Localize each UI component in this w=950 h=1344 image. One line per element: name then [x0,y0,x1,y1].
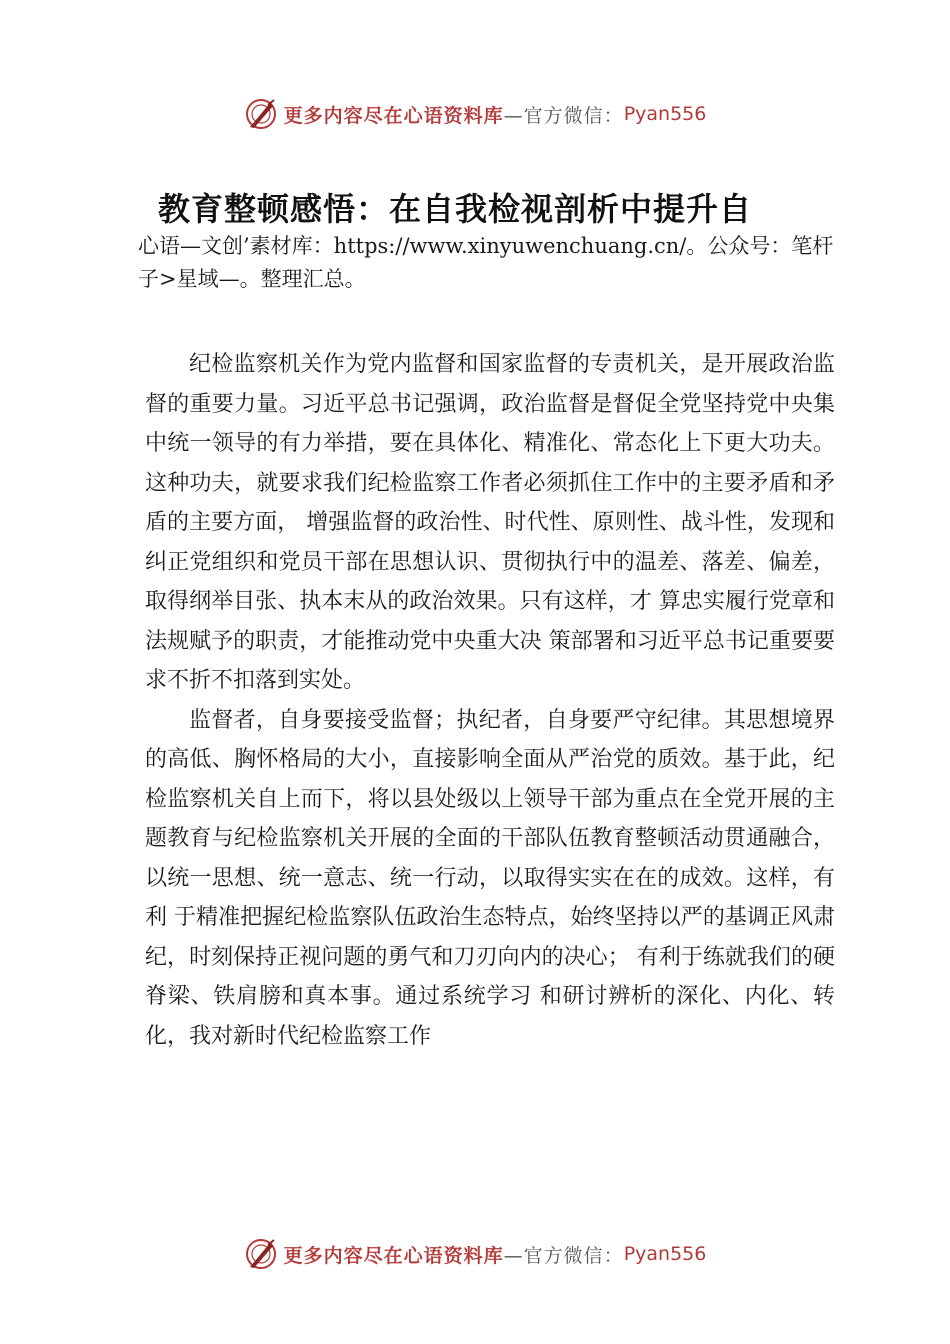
document-body [145,345,835,1056]
footer-banner [0,1232,950,1276]
source-line: 心语—文创’素材库：https://www.xinyuwenchuang.cn/。公众号：笔杆子>星域—。整理汇总。 [138,234,834,291]
banner-wechat-label: —官方微信： [503,104,624,127]
banner-wechat-id: Pyan556 [623,1243,707,1265]
paragraph-2: 监督者，自身要接受监督；执纪者，自身要严守纪律。其思想境界的高低、胸怀格局的大小，直接影响全面从严治党的质效。基于此，纪检监察机关自上而下，将以县处级以上领导干部为重点在全党开展的主题教育与纪检监察机关开展的全面的干部队伍教育整顿活动贯通融合，以统一思想、统一意志、统一行动，以取得实实在在的成效。这样，有利 于精准把握纪检监察队伍政治生态特点，始终坚持以严的基调正风肃纪，时刻保持正视问题的勇气和刀刃向内的决心； 有利于练就我们的硬脊梁、铁肩膀和真本事。通过系统学习 和研讨辨析的深化、内化、转化，我对新时代纪检监察工作 [145,707,835,1049]
banner-library-text: 更多内容尽在心语资料库 [283,1244,504,1267]
banner-wechat-label: —官方微信： [503,1244,624,1267]
document-title: 教育整顿感悟：在自我检视剖析中提升自 [158,190,753,228]
banner-wechat-id: Pyan556 [623,103,707,125]
paragraph-1: 纪检监察机关作为党内监督和国家监督的专责机关，是开展政治监督的重要力量。习近平总书记强调，政治监督是督促全党坚持党中央集中统一领导的有力举措，要在具体化、精准化、常态化上下更大功夫。这种功夫，就要求我们纪检监察工作者必须抓住工作中的主要矛盾和矛盾的主要方面， 增强监督的政治性、时代性、原则性、战斗性，发现和纠正党组织和党员干部在思想认识、贯彻执行中的温差、落差、偏差，取得纲举目张、执本末从的政治效果。只有这样，才 算忠实履行党章和法规赋予的职责，才能推动党中央重大决 策部署和习近平总书记重要要求不折不扣落到实处。 [145,352,835,693]
header-banner [0,92,950,136]
banner-library-text: 更多内容尽在心语资料库 [283,104,504,127]
quill-seal-icon [244,97,278,131]
quill-seal-icon [244,1237,278,1271]
